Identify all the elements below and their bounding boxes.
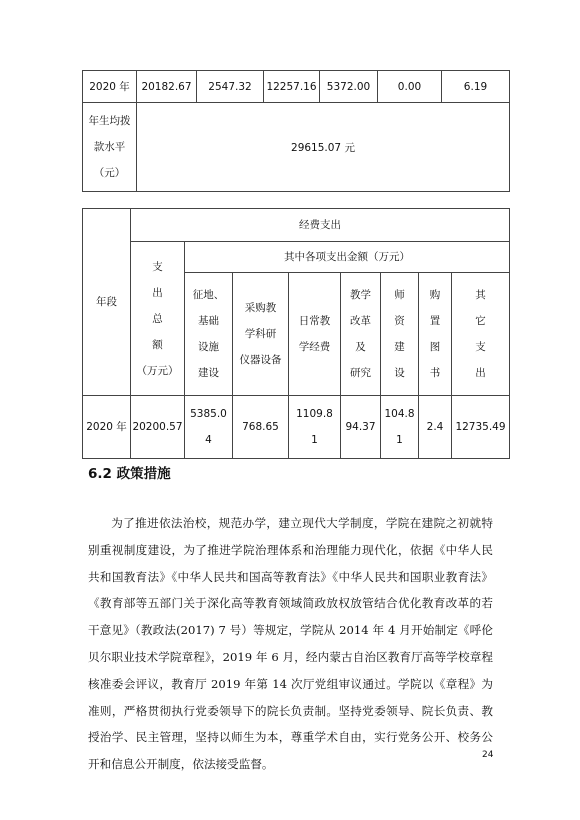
table-cell: 12257.16	[264, 71, 320, 103]
page-number: 24	[482, 750, 494, 760]
section-heading: 6.2 政策措施	[88, 466, 171, 482]
column-header: 日常教 学经费	[289, 273, 341, 396]
year-cell: 2020 年	[83, 71, 137, 103]
per-student-value: 29615.07 元	[137, 103, 510, 192]
column-header: 教学 改革 及 研究	[341, 273, 381, 396]
table-cell: 5385.0 4	[185, 396, 233, 459]
table-cell: 12735.49	[452, 396, 510, 459]
year-cell: 2020 年	[83, 396, 131, 459]
table-cell: 0.00	[378, 71, 442, 103]
table-cell: 104.8 1	[381, 396, 419, 459]
column-header: 购 置 图 书	[419, 273, 452, 396]
table-cell: 94.37	[341, 396, 381, 459]
total-header: 支 出 总 额 （万元）	[131, 242, 185, 396]
body-paragraph: 为了推进依法治校，规范办学，建立现代大学制度，学院在建院之初就特别重视制度建设，为了推进学院治理体系和治理能力现代化，依据《中华人民共和国教育法》《中华人民共和国高等教育法》《中华人民共和国职业教育法》《教育部等五部门关于深化高等教育领域简政放权放管结合优化教育改革的若干意见》（教政法(2017) 7 号）等规定，学院从 2014 年 4 月开始制定《呼伦贝尔职业技术学院章程》，2019 年 6 月，经内蒙古自治区教育厅高等学校章程核准委会评议，教育厅 2019 年第 14 次厅党组审议通过。学院以《章程》为准则，严格贯彻执行党委领导下的院长负责制。坚持党委领导、院长负责、教授治学、民主管理，坚持以师生为本，尊重学术自由，实行党务公开、校务公开和信息公开制度，依法接受监督。	[88, 516, 493, 772]
table-cell: 2.4	[419, 396, 452, 459]
table-cell: 20182.67	[137, 71, 197, 103]
table-cell: 1109.8 1	[289, 396, 341, 459]
table-cell: 20200.57	[131, 396, 185, 459]
table-row	[83, 103, 510, 192]
table-cell: 6.19	[442, 71, 510, 103]
per-student-label: 年生均拨 款水平 （元）	[83, 103, 137, 192]
column-header: 师 资 建 设	[381, 273, 419, 396]
year-header: 年段	[83, 209, 131, 396]
table-cell: 2547.32	[197, 71, 264, 103]
table-header-row	[83, 209, 510, 242]
income-table	[82, 70, 510, 192]
table-header-row	[83, 242, 510, 273]
group-header: 经费支出	[131, 209, 510, 242]
column-header: 采购教 学科研 仪器设备	[233, 273, 289, 396]
column-header: 其 它 支 出	[452, 273, 510, 396]
expenditure-table	[82, 208, 510, 459]
sub-group-header: 其中各项支出金额（万元）	[185, 242, 510, 273]
table-row	[83, 71, 510, 103]
column-header: 征地、 基础 设施 建设	[185, 273, 233, 396]
table-row	[83, 396, 510, 459]
table-cell: 5372.00	[320, 71, 378, 103]
table-cell: 768.65	[233, 396, 289, 459]
